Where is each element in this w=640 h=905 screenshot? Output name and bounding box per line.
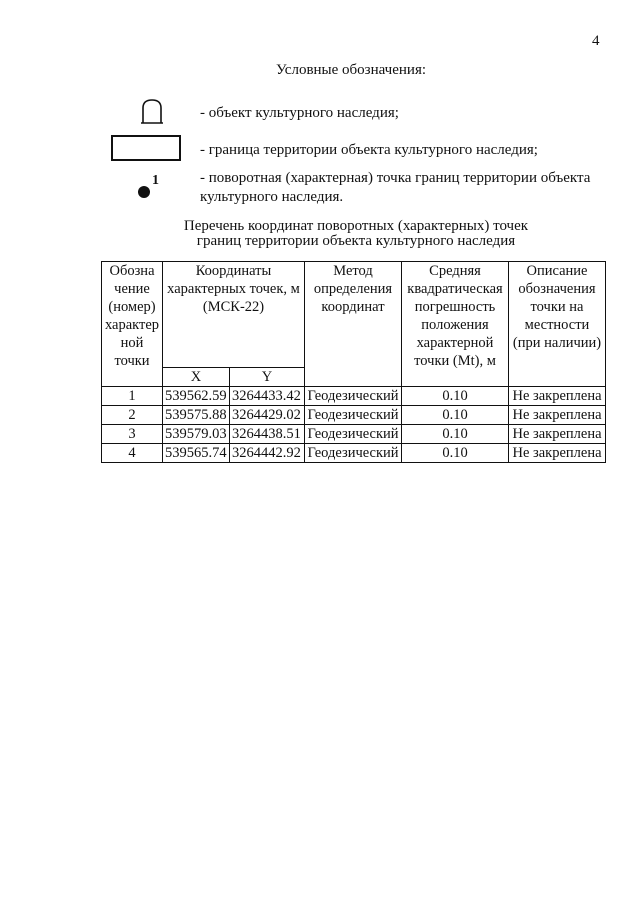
cell-x: 539562.59: [163, 387, 230, 406]
coordinates-table: [101, 261, 606, 463]
header-x: X: [163, 368, 230, 387]
cell-method: Геодезический: [305, 406, 402, 425]
header-designation: Обозна чение (номер) характер ной точки: [102, 262, 163, 387]
cell-error: 0.10: [402, 425, 509, 444]
cell-y: 3264433.42: [230, 387, 305, 406]
cell-description: Не закреплена: [509, 425, 606, 444]
table-header-row: [102, 262, 606, 368]
header-y: Y: [230, 368, 305, 387]
cell-error: 0.10: [402, 444, 509, 463]
cell-description: Не закреплена: [509, 387, 606, 406]
cell-point: 1: [102, 387, 163, 406]
territory-border-icon: [111, 135, 181, 161]
turning-point-label: 1: [152, 173, 159, 188]
page-number: 4: [592, 33, 600, 49]
turning-point-icon: [138, 186, 150, 198]
cell-method: Геодезический: [305, 387, 402, 406]
table-row: [102, 425, 606, 444]
cell-error: 0.10: [402, 387, 509, 406]
cell-y: 3264438.51: [230, 425, 305, 444]
header-description: Описание обозначения точки на местности (при наличии): [509, 262, 606, 387]
legend-title: Условные обозначения:: [275, 62, 427, 78]
cell-x: 539575.88: [163, 406, 230, 425]
cell-point: 2: [102, 406, 163, 425]
cell-description: Не закреплена: [509, 406, 606, 425]
cell-point: 4: [102, 444, 163, 463]
coordinates-list-title-line1: Перечень координат поворотных (характерных) точек: [183, 218, 529, 234]
coordinates-list-title: [100, 219, 612, 249]
cell-y: 3264429.02: [230, 406, 305, 425]
cell-method: Геодезический: [305, 425, 402, 444]
cell-description: Не закреплена: [509, 444, 606, 463]
legend-item-territory-border: - граница территории объекта культурного наследия;: [200, 142, 538, 158]
legend-item-turning-point: - поворотная (характерная) точка границ территории объекта культурного наследия.: [200, 170, 591, 205]
header-coordinates: Координаты характерных точек, м (МСК-22): [163, 262, 305, 368]
cell-error: 0.10: [402, 406, 509, 425]
legend-item-heritage-object: - объект культурного наследия;: [200, 105, 399, 121]
heritage-object-icon: [141, 98, 163, 124]
cell-point: 3: [102, 425, 163, 444]
table-row: [102, 406, 606, 425]
coordinates-list-title-line2: границ территории объекта культурного наследия: [196, 233, 516, 249]
cell-y: 3264442.92: [230, 444, 305, 463]
cell-method: Геодезический: [305, 444, 402, 463]
table-row: [102, 387, 606, 406]
cell-x: 539579.03: [163, 425, 230, 444]
header-method: Метод определения координат: [305, 262, 402, 387]
header-error: Средняя квадратическая погрешность положения характерной точки (Mt), м: [402, 262, 509, 387]
cell-x: 539565.74: [163, 444, 230, 463]
table-row: [102, 444, 606, 463]
